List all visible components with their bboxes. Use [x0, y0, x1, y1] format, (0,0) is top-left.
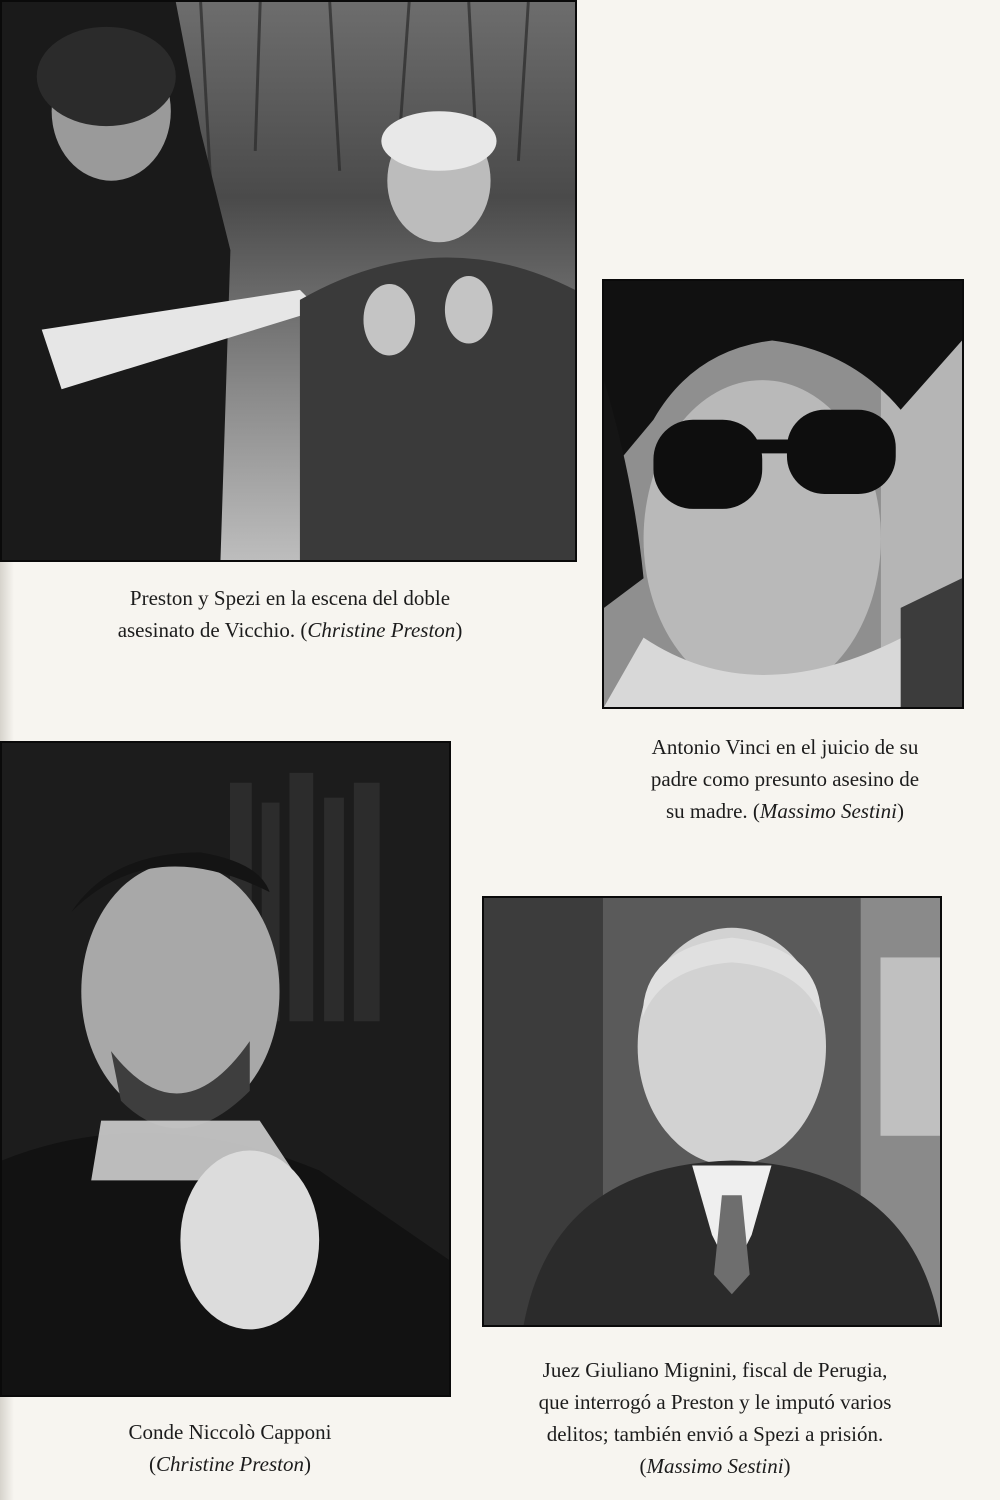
caption-preston-spezi-line2: asesinato de Vicchio. (Christine Preston): [117, 618, 463, 642]
photo-giuliano-mignini: [482, 896, 942, 1327]
photo-credit: Massimo Sestini: [646, 1454, 784, 1478]
caption-giuliano-mignini-line2: que interrogó a Preston y le imputó varios: [538, 1390, 892, 1414]
photo-preston-spezi: [0, 0, 577, 562]
caption-antonio-vinci-line2: padre como presunto asesino de: [650, 767, 920, 791]
caption-antonio-vinci-line1: Antonio Vinci en el juicio de su: [651, 735, 919, 759]
photo-antonio-vinci: [602, 279, 964, 709]
caption-niccolo-capponi-line1: Conde Niccolò Capponi: [128, 1420, 332, 1444]
caption-giuliano-mignini-line1: Juez Giuliano Mignini, fiscal de Perugia,: [542, 1358, 888, 1382]
photo-credit: Christine Preston: [307, 618, 456, 642]
photo-credit: Massimo Sestini: [759, 799, 897, 823]
caption-giuliano-mignini-line4: (Massimo Sestini): [639, 1454, 791, 1478]
caption-antonio-vinci-line3: su madre. (Massimo Sestini): [666, 799, 904, 823]
photo-credit: Christine Preston: [156, 1452, 304, 1476]
caption-preston-spezi-line1: Preston y Spezi en la escena del doble: [129, 586, 451, 610]
photo-niccolo-capponi: [0, 741, 451, 1397]
caption-giuliano-mignini-line3: delitos; también envió a Spezi a prisión.: [546, 1422, 884, 1446]
caption-giuliano-mignini: [480, 1354, 950, 1482]
caption-niccolo-capponi-line2: (Christine Preston): [149, 1452, 311, 1476]
caption-antonio-vinci: [600, 731, 970, 827]
caption-preston-spezi: [20, 582, 560, 646]
caption-niccolo-capponi: [20, 1416, 440, 1480]
